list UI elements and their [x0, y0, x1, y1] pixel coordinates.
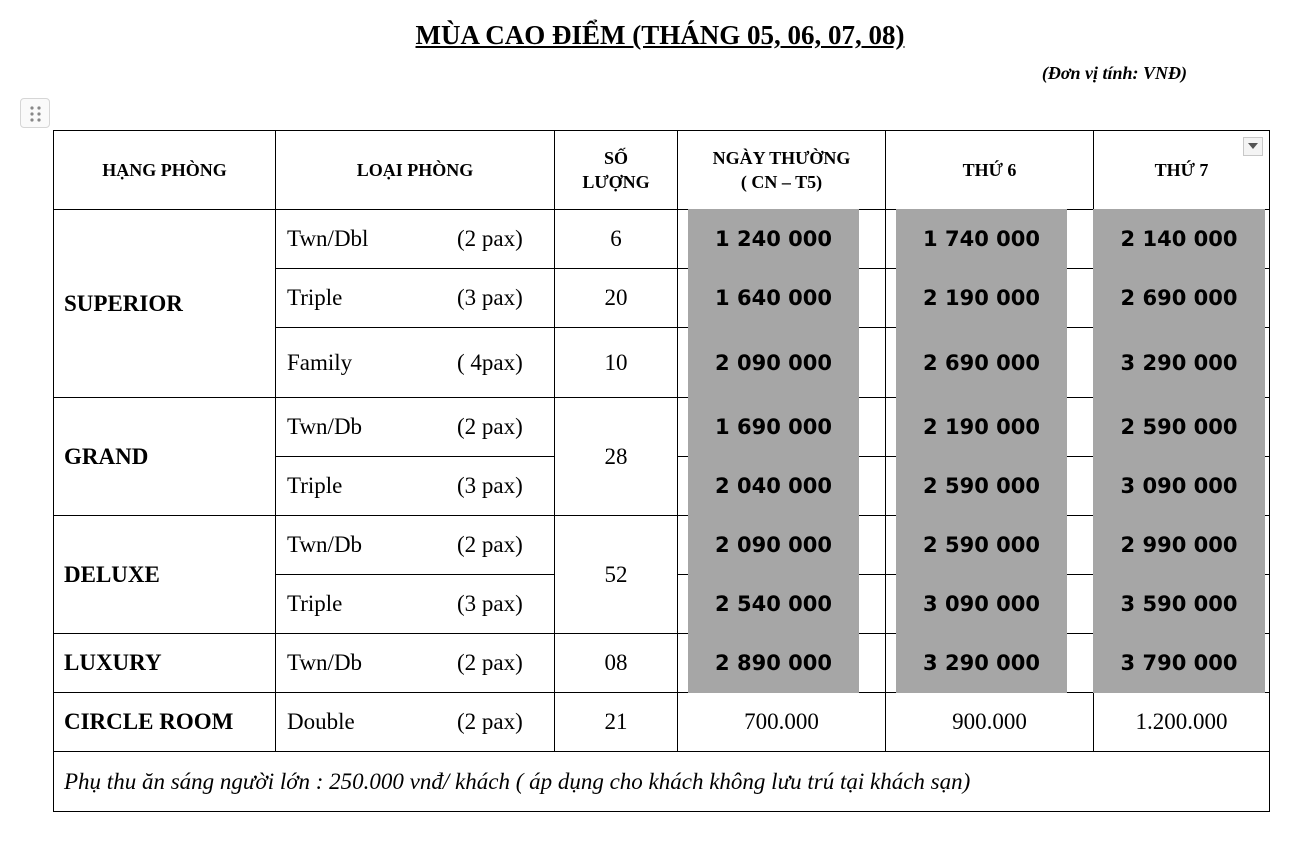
- room-quantity: 52: [555, 516, 678, 634]
- table-row: [54, 398, 1270, 457]
- friday-price-cell: [886, 269, 1094, 328]
- weekday-price: 2 890 000: [688, 633, 859, 693]
- weekday-price: 2 540 000: [688, 574, 859, 634]
- room-pax: ( 4pax): [457, 349, 523, 375]
- friday-price: 900.000: [886, 693, 1094, 752]
- weekday-price: 2 090 000: [688, 515, 859, 575]
- friday-price-cell: [886, 328, 1094, 398]
- room-pax: (2 pax): [457, 650, 523, 675]
- saturday-price-cell: [1094, 398, 1270, 457]
- dropdown-arrow-icon: [1248, 143, 1258, 150]
- room-pax: (3 pax): [457, 473, 523, 498]
- col-header-weekday: [678, 131, 886, 210]
- col-header-weekday-line1: NGÀY THƯỜNG: [712, 147, 851, 168]
- saturday-price: 3 090 000: [1093, 456, 1265, 516]
- room-type: Twn/Db: [287, 532, 363, 557]
- col-header-saturday: THỨ 7: [1094, 131, 1270, 210]
- weekday-price: 1 240 000: [688, 209, 859, 269]
- weekday-price-cell: [678, 634, 886, 693]
- saturday-price: 2 690 000: [1093, 268, 1265, 328]
- room-quantity: 20: [555, 269, 678, 328]
- room-type: Family: [287, 349, 353, 375]
- saturday-price: 3 790 000: [1093, 633, 1265, 693]
- table-row: [54, 516, 1270, 575]
- room-pax: (2 pax): [457, 709, 523, 734]
- friday-price: 3 290 000: [896, 633, 1067, 693]
- room-quantity: 08: [555, 634, 678, 693]
- weekday-price: 700.000: [678, 693, 886, 752]
- room-pax: (2 pax): [457, 414, 523, 439]
- room-quantity: 21: [555, 693, 678, 752]
- room-pax: (3 pax): [457, 285, 523, 310]
- weekday-price: 1 640 000: [688, 268, 859, 328]
- table-row: [54, 210, 1270, 269]
- weekday-price: 2 040 000: [688, 456, 859, 516]
- room-type: Twn/Db: [287, 650, 363, 675]
- weekday-price: 2 090 000: [688, 327, 859, 398]
- room-type: Triple: [287, 591, 343, 616]
- saturday-price-cell: [1094, 269, 1270, 328]
- saturday-price: 1.200.000: [1094, 693, 1270, 752]
- room-pax: (3 pax): [457, 591, 523, 616]
- friday-price-cell: [886, 457, 1094, 516]
- column-dropdown-button[interactable]: [1243, 137, 1263, 156]
- room-type-cell: [276, 269, 555, 328]
- friday-price: 2 190 000: [896, 268, 1067, 328]
- room-type: Triple: [287, 285, 343, 310]
- friday-price: 1 740 000: [896, 209, 1067, 269]
- saturday-price-cell: [1094, 457, 1270, 516]
- room-pax: (2 pax): [457, 532, 523, 557]
- col-header-room-class: HẠNG PHÒNG: [54, 131, 276, 210]
- saturday-price-cell: [1094, 328, 1270, 398]
- room-type: Twn/Db: [287, 414, 363, 439]
- saturday-price: 2 140 000: [1093, 209, 1265, 269]
- header-row: [54, 131, 1270, 210]
- room-type: Twn/Dbl: [287, 226, 369, 251]
- col-header-room-type: LOẠI PHÒNG: [276, 131, 555, 210]
- room-type: Double: [287, 709, 355, 734]
- room-class-superior: SUPERIOR: [54, 210, 276, 398]
- weekday-price-cell: [678, 516, 886, 575]
- friday-price: 3 090 000: [896, 574, 1067, 634]
- weekday-price-cell: [678, 210, 886, 269]
- col-header-quantity-line2: LƯỢNG: [582, 172, 650, 192]
- weekday-price: 1 690 000: [688, 397, 859, 457]
- col-header-quantity-line1: SỐ: [603, 147, 628, 168]
- friday-price-cell: [886, 575, 1094, 634]
- room-type: Triple: [287, 473, 343, 498]
- friday-price-cell: [886, 398, 1094, 457]
- friday-price: 2 690 000: [896, 327, 1067, 398]
- room-quantity: 10: [555, 328, 678, 398]
- unit-note: (Đơn vị tính: VNĐ): [1041, 63, 1187, 83]
- room-class-deluxe: DELUXE: [54, 516, 276, 634]
- room-class-circle-room: CIRCLE ROOM: [54, 693, 276, 752]
- friday-price: 2 590 000: [896, 515, 1067, 575]
- weekday-price-cell: [678, 457, 886, 516]
- saturday-price-cell: [1094, 516, 1270, 575]
- room-type-cell: [276, 516, 555, 575]
- saturday-price: 2 590 000: [1093, 397, 1265, 457]
- room-type-cell: [276, 634, 555, 693]
- friday-price-cell: [886, 210, 1094, 269]
- room-type-cell: [276, 693, 555, 752]
- table-row: [54, 693, 1270, 752]
- room-type-cell: [276, 457, 555, 516]
- saturday-price-cell: [1094, 634, 1270, 693]
- room-type-cell: [276, 398, 555, 457]
- drag-handle-icon: [29, 105, 43, 123]
- room-type-cell: [276, 575, 555, 634]
- col-header-weekday-line2: ( CN – T5): [740, 172, 823, 192]
- friday-price-cell: [886, 516, 1094, 575]
- col-header-friday: THỨ 6: [886, 131, 1094, 210]
- weekday-price-cell: [678, 398, 886, 457]
- table-move-handle[interactable]: [20, 98, 50, 128]
- weekday-price-cell: [678, 575, 886, 634]
- room-quantity: 28: [555, 398, 678, 516]
- saturday-price: 3 590 000: [1093, 574, 1265, 634]
- friday-price-cell: [886, 634, 1094, 693]
- breakfast-surcharge-note: Phụ thu ăn sáng người lớn : 250.000 vnđ/ khách ( áp dụng cho khách không lưu trú tại khách sạn): [54, 752, 1270, 812]
- room-type-cell: [276, 328, 555, 398]
- friday-price: 2 590 000: [896, 456, 1067, 516]
- page-title: MÙA CAO ĐIỂM (THÁNG 05, 06, 07, 08): [415, 20, 905, 50]
- room-class-luxury: LUXURY: [54, 634, 276, 693]
- room-pax: (2 pax): [457, 226, 523, 251]
- rate-table: [53, 130, 1270, 812]
- saturday-price: 3 290 000: [1093, 327, 1265, 398]
- room-quantity: 6: [555, 210, 678, 269]
- weekday-price-cell: [678, 328, 886, 398]
- room-type-cell: [276, 210, 555, 269]
- saturday-price-cell: [1094, 210, 1270, 269]
- table-row: [54, 634, 1270, 693]
- room-class-grand: GRAND: [54, 398, 276, 516]
- friday-price: 2 190 000: [896, 397, 1067, 457]
- weekday-price-cell: [678, 269, 886, 328]
- col-header-quantity: [555, 131, 678, 210]
- saturday-price: 2 990 000: [1093, 515, 1265, 575]
- saturday-price-cell: [1094, 575, 1270, 634]
- footnote-row: [54, 752, 1270, 812]
